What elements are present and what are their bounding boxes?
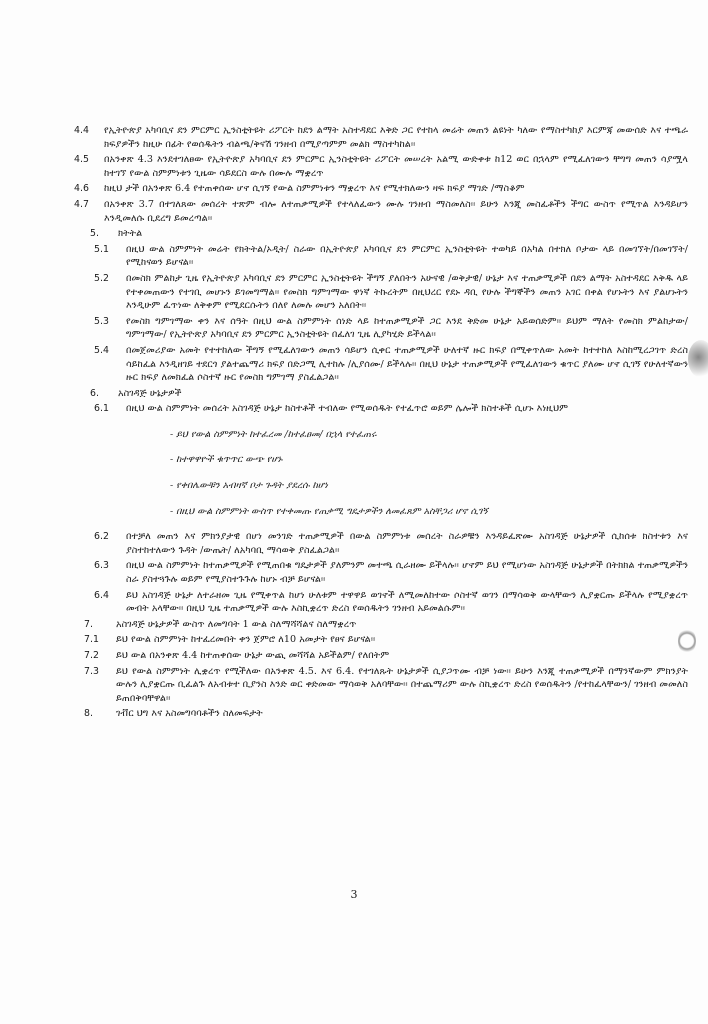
condition-bullet: - ይህ የውል ስምምነት ከተፈረመ /ከተፈፀመ/ በኋላ የተፈጠሩ <box>170 428 377 440</box>
clause-number: 6. <box>90 387 99 399</box>
clause-number: 7.1 <box>84 634 99 646</box>
section-heading <box>74 707 688 721</box>
section-heading <box>74 649 688 663</box>
clause-item <box>74 559 688 586</box>
clause-number: 8. <box>84 708 93 720</box>
clause-number: 7. <box>84 618 93 630</box>
section-heading <box>74 633 688 647</box>
clause-item <box>74 272 688 313</box>
clause-text: ይህ የውል ስምምነት ሊቋረጥ የሚችለው በአንቀጽ 4.5. እና 6.4. የተገለጹት ሁኔታዎች ሲያጋጥሙ ብቻ ነው፡፡ ይሁን እንጂ ተጠቃሚዎች በማንኛውም ምክንያት ውሉን ሊያቋርጡ ቢፈልጉ ለአብቱተ ቢያንስ እንድ ወር ቀድመው ማሳወቅ አለባቸው፡፡ በተጨማሪም ውሉ ስኪቋረጥ ድረስ የወሰዱትን /የተከፈላቸውን/ ገንዘብ መመለስ ይጠበቅባቸዋል፡፡ <box>116 665 688 704</box>
section-heading <box>74 387 688 401</box>
clause-text: በዚህ ውል ስምምነት መሰረት አስገዳጅ ሁኔታ ከስተቶች ተብለው የሚወሰዱት የተፈጥሮ ወይም ሌሎች ክስተቶች ሲሆኑ እነዚህም <box>126 403 569 415</box>
clause-item <box>74 315 688 342</box>
condition-bullet: - በዚህ ውል ስምምነት ውስጥ የተቀመጡ የጠቃሚ ግዴታዎችን ለመፈጸም አስቸጋሪ ሆኖ ሲገኝ <box>170 505 488 517</box>
clause-text: ይህ አስገዳጅ ሁኔታ ለተራዘመ ጊዜ የሚቀጥል ከሆነ ሁለቱም ተዋዋይ ወገኖች ለሚመለከተው ሶስተኛ ወገን በማሳወቅ ውላቸውን ሊያቋርጡ ይችላሉ የሚያቋረጥ መብት አላቸው፡፡ በዚህ ጊዜ ተጠቃሚዎች ውሉ እስኪቋረጥ ድረስ የወሰዱትን ገንዘብ አይመልሱም፡፡ <box>126 589 688 615</box>
force-majeure-conditions-list <box>74 428 688 518</box>
section-heading <box>74 227 688 241</box>
clause-item <box>74 243 688 270</box>
clause-item <box>74 402 688 416</box>
section-heading <box>74 665 688 706</box>
clause-text: ከዚህ ታች በአንቀጽ 6.4 የተጠቀሰው ሆኖ ሲገኝ የውል ስምምነቱን ማቋረጥ እና የሚተክለውን ዛፍ ክፍያ ማገድ /ማስቆም <box>104 183 525 195</box>
clause-item <box>74 589 688 616</box>
clause-number: 6.1 <box>94 403 109 415</box>
clause-text: ይህ የውል ስምምነት ከተፈረመበት ቀን ጀምሮ ለ10 አመታት የፀና ይሆናል፡፡ <box>116 634 376 646</box>
clause-number: 7.2 <box>84 650 99 661</box>
clause-text: አስገዳጅ ሁኔታዎች <box>118 387 182 399</box>
clause-text: ክትትል <box>118 228 143 240</box>
clause-item <box>74 344 688 385</box>
page-number: 3 <box>350 888 358 901</box>
clause-text: አስገዳጅ ሁኔታዎች ውስጥ ለመግባት 1 ውል ስለማሻሻልና ስለማቋረጥ <box>116 618 357 630</box>
clause-text: በመጀመሪያው አመት የተተከለው ችግኝ የሚፈለገውን መጠን ሳይሆን ሲቀር ተጠቃሚዎች ሁለተኛ ዙር ክፍያ በሚቀጥለው አመት ከተተከለ እስከሚረጋገጥ ድረስ ሳይከፈል እንዲዘገይ ተደርጎ ያልተጨማሪ ክፍያ በድጋሚ ሊተከሉ /ሊያሰሙ/ ይችላሉ፡፡ በዚህ ሁኔታ ተጠቃሚዎች የሚፈለገውን ቁጥር ያለሙ ሆኖ ሲገኝ የሁለተኛውን ዙር ክፍያ ለመክፈል ሶስተኛ ዙር የመስክ ግምገማ ያስፈልጋል፡፡ <box>126 344 688 384</box>
clause-number: 6.3 <box>94 560 109 572</box>
clause-number: 4.7 <box>74 198 89 210</box>
clause-number: 5.1 <box>94 243 109 255</box>
clause-text: በአንቀጽ 3.7 በተገለጸው መሰረት ተጽም ብሎ ለተጠቃሚዎች የተላለፈውን ሙሉ ገንዘብ ማስመለስ፡፡ ይሁን እንጂ መስፈቶችን ችግር ውስጥ የሚጥል እንዳይሆን እንዲመለሱ ቢደረግ ይመረጣል፡፡ <box>104 198 688 224</box>
clause-number: 5. <box>90 228 99 240</box>
condition-bullet: - ከተዋዋዮች ቁጥጥር ውጭ የሆኑ <box>170 454 283 466</box>
clause-number: 4.6 <box>74 183 89 195</box>
clause-text: በአንቀጽ 4.3 እንደተገለፀው የኢትዮጵያ አካባቢና ደን ምርምር ኢንስቲትዩት ሪፖርት መሠረት አልሚ ውድቀቱ ከ12 ወር በኋላም የሚፈለገውን ቸግግ መጠን ሳያሟላ ከተገኘ የውል ስምምነቱን ጊዜው ሳይደርስ ውሉ በሙሉ ማቋረጥ <box>104 154 688 179</box>
clause-text: የኢትዮጵያ አካባቢና ደን ምርምር ኢንስቲትዩት ሪፖርት ከደን ልማት አስተዳደር እቅድ ጋር የተከላ መሬት መጠን ልዩነት ካለው የማስተካከያ እርምጃ መውሰድ እና ተጫራ ክፍያዎችን ከዚሁ በፊት የወሰዱትን ብልጫ/ቅናሽ ገንዘብ በሚያጣምም መልክ ማስተካከል፡፡ <box>104 125 688 150</box>
section-heading <box>74 618 688 632</box>
clause-text: የመስክ ግምገማው ቀን እና ሰዓት በዚህ ውል ስምምነት ሰነድ ላይ ከተጠቃሚዎች ጋር እንደ ቅድመ ሁኔታ አይወሰድም፡፡ ይህም ማለት የመስክ ምልከታው/ግምገማው/ የኢትዮጵያ አካባቢና ደን ምርምር ኢንስቲትዩት በፈለገ ጊዜ ሊያካሂድ ይችላል፡፡ <box>126 315 688 341</box>
clause-number: 5.4 <box>94 344 109 356</box>
clause-text: በዚህ ውል ስምምነት መሬት የክትትል/ኦዲት/ ስራው በኢትዮጵያ አካባቢና ደን ምርምር ኢንስቲትዩት ተወካይ በአካል በተክለ ቦታው ላይ በመገኘት/በመገኘት/ የሚከናወን ይሆናል፡፡ <box>126 243 688 269</box>
clause-number: 7.3 <box>84 665 99 677</box>
clause-item <box>74 198 688 225</box>
clause-item <box>74 530 688 557</box>
clause-item <box>74 182 688 196</box>
document-body <box>74 124 688 723</box>
clause-text: ገቭር ህግ እና አስመግባባቶችን ስለመፍታት <box>116 708 263 720</box>
condition-bullet: - የቀበሌውቹን አብዛኛ ቦታ ጉዳት ያደረሱ ከሆነ <box>170 480 328 492</box>
punch-hole-mark <box>688 340 708 378</box>
clause-list-upper <box>74 124 688 416</box>
clause-text: በተቻለ መጠን እና ምክንያታዊ በሆነ መንገድ ተጠቃሚዎች በውል ስምምነቱ መሰረት ስራዎቹን እንዳይፈጽሙ አስገዳጅ ሁኔታዎች ሲከሰቱ ክስተቱን እና ያስተከተለውን ጉዳት /ውጤት/ ለአካባቢ ማሳወቅ ያስፈልጋል፡፡ <box>126 531 688 556</box>
clause-item <box>74 153 688 180</box>
clause-number: 5.2 <box>94 272 109 284</box>
clause-number: 4.5 <box>74 154 89 166</box>
clause-number: 6.2 <box>94 531 109 543</box>
clause-number: 4.4 <box>74 125 89 136</box>
clause-number: 6.4 <box>94 589 109 601</box>
clause-text: በዚህ ውል ስምምነት ከተጠቃሚዎች የሚጠበቁ ግዴታዎች ያለምንም መተጫ ሲራዘሙ ይችላሉ፡፡ ሆኖም ይህ የሚሆነው አስገዳጅ ሁኔታዎች በትክክል ተጠቃሚዎችን ስራ ያስተጓጉሉ ወይም የሚያስተጉጉሉ ከሆኑ ብቻ ይሆናል፡፡ <box>126 560 688 586</box>
clause-text: ይህ ውል በአንቀጽ 4.4 ከተጠቀሰው ሁኔታ ውጪ መሻሻል አይችልም/ የለበትም <box>116 650 390 661</box>
clause-number: 5.3 <box>94 315 109 327</box>
clause-text: በመስክ ምልከታ ጊዜ የኢትዮጵያ አካባቢና ደን ምርምር ኢንስቲትዩት ችግኝ ያለበትን አሁናዊ /ወቅታዊ/ ሁኔታ እና ተጠቃሚዎች በደን ልማት አስተዳደር እቅዱ ላይ የተቀመጠውን የተገቢ መሆኑን ይገመግማል፡፡ የመስክ ግምገማው ዋነኛ ትኩረትም በዚህረር የደኑ ዳቢ የሁሉ ችግኞችን መጠን አገር በቀል የሆኑትን እና ያልሆኑትን እንዲሁም ፈጥነው ለቅቀም የሚደርሱትን በለየ ለመሉ መሆን አለበት፡፡ <box>126 272 688 312</box>
clause-list-lower <box>74 530 688 721</box>
clause-item <box>74 124 688 151</box>
